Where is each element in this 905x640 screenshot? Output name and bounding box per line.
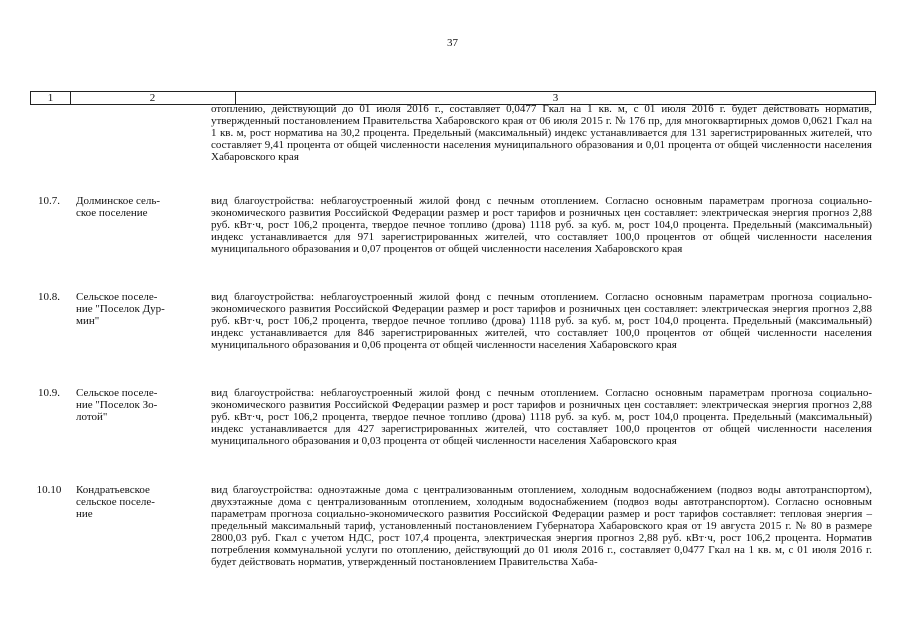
column-header-1: 1 xyxy=(31,92,71,104)
column-header-3: 3 xyxy=(552,92,559,104)
settlement-name: Сельское поселе- ние "Поселок Дур- мин" xyxy=(76,291,165,327)
settlement-name: Долминское сель- ское поселение xyxy=(76,195,161,219)
row-number: 10.9. xyxy=(38,387,60,399)
row-description: отоплению, действующий до 01 июля 2016 г., составляет 0,0477 Гкал на 1 кв. м, с 01 июля 2016 г. будет действовать норматив, утвержденный постановлением Правительства Хабаровского края от 06 июля 2015 г. № 176 пр, для многоквартирных домов 0,0621 Гкал на 1 кв. м, рост норматива на 30,2 процента. Предельный (максимальный) индекс устанавливается для 131 зарегистрированных жителей, что составляет 9,41 процента от общей численности населения муниципального образования и 0,01 процента от общей численности населения Хабаровского края xyxy=(211,103,872,163)
row-number: 10.7. xyxy=(38,195,60,207)
row-description: вид благоустройства: неблагоустроенный жилой фонд с печным отоплением. Согласно основным параметрам прогноза социально-экономического развития Российской Федерации размер и рост тарифов и розничных цен составляет: электрическая энергия прогноз 2,88 руб. кВт·ч, рост 106,2 процента, твердое печное топливо (дрова) 1118 руб. за куб. м, рост 104,0 процента. Предельный (максимальный) индекс устанавливается для 971 зарегистрированных жителей, что составляет 100,0 процентов от общей численности населения муниципального образования и 0,07 процентов от общей численности населения Хабаровского края xyxy=(211,195,872,255)
settlement-name: Кондратьевское сельское поселе- ние xyxy=(76,484,155,520)
row-number: 10.10 xyxy=(36,484,62,496)
page-number: 37 xyxy=(447,37,458,49)
row-description: вид благоустройства: неблагоустроенный жилой фонд с печным отоплением. Согласно основным параметрам прогноза социально-экономического развития Российской Федерации размер и рост тарифов и розничных цен составляет: электрическая энергия прогноз 2,88 руб. кВт·ч, рост 106,2 процента, твердое печное топливо (дрова) 1118 руб. за куб. м, рост 104,0 процента. Предельный (максимальный) индекс устанавливается для 846 зарегистрированных жителей, что составляет 100,0 процентов от общей численности населения муниципального образования и 0,06 процента от общей численности населения Хабаровского края xyxy=(211,291,872,351)
row-number: 10.8. xyxy=(38,291,60,303)
settlement-name: Сельское поселе- ние "Поселок Зо- лотой" xyxy=(76,387,158,423)
row-description: вид благоустройства: неблагоустроенный жилой фонд с печным отоплением. Согласно основным параметрам прогноза социально-экономического развития Российской Федерации размер и рост тарифов и розничных цен составляет: электрическая энергия прогноз 2,88 руб. кВт·ч, рост 106,2 процента, твердое печное топливо (дрова) 1118 руб. за куб. м, рост 104,0 процента. Предельный (максимальный) индекс устанавливается для 427 зарегистрированных жителей, что составляет 100,0 процентов от общей численности населения муниципального образования и 0,03 процента от общей численности населения Хабаровского края xyxy=(211,387,872,447)
row-description: вид благоустройства: одноэтажные дома с централизованным отоплением, холодным водоснабжением (подвоз воды автотранспортом), двухэтажные дома с централизованным отоплением, холодным водоснабжением (подвоз воды автотранспортом). Согласно основным параметрам прогноза социально-экономического развития Российской Федерации размер и рост тарифов составляет: тепловая энергия – предельный максимальный тариф, установленный постановлением Губернатора Хабаровского края от 19 августа 2015 г. № 80 в размере 2800,03 руб. Гкал с учетом НДС, рост 107,4 процента, электрическая энергия прогноз 2,88 руб. кВт·ч, рост 106,2 процента. Норматив потребления коммунальной услуги по отоплению, действующий до 01 июля 2016 г., составляет 0,0477 Гкал на 1 кв. м, с 01 июля 2016 г. будет действовать норматив, утвержденный постановлением Правительства Хаба- xyxy=(211,484,872,568)
column-header-2: 2 xyxy=(70,92,236,104)
